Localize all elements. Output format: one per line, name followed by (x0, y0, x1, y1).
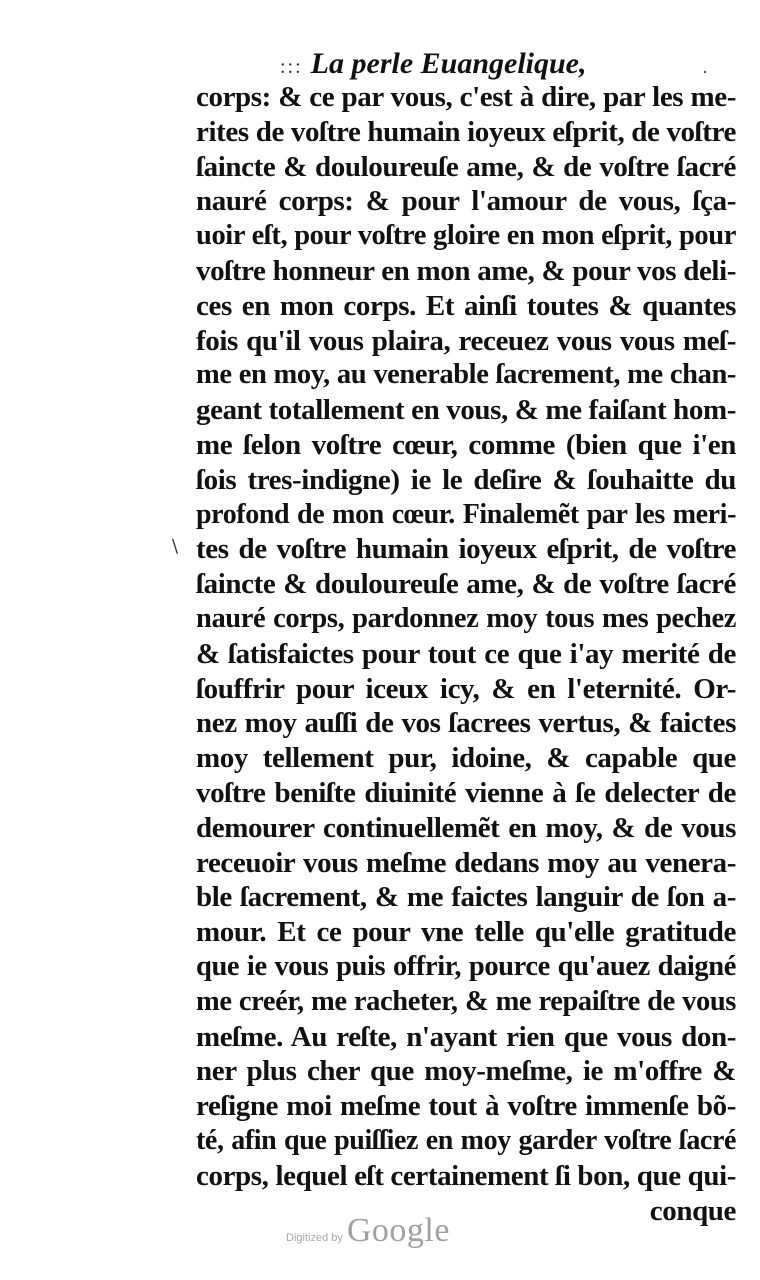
text-line: voſtre honneur en mon ame, & pour vos deli- (196, 254, 736, 287)
text-line: me creér, me racheter, & me repaiſtre de vous (196, 985, 736, 1017)
text-line: me en moy, au venerable ſacrement, me chan- (196, 359, 736, 391)
running-head (280, 44, 720, 84)
text-line: demourer continuellemẽt en moy, & de vous (196, 811, 736, 844)
stray-margin-mark: \ (172, 536, 179, 557)
text-line: reſigne moi meſme tout à voſtre immenſe bõ- (196, 1090, 736, 1123)
body-text (196, 80, 736, 1228)
google-logo: Google (346, 1212, 450, 1249)
text-line: ces en mon corps. Et ainſi toutes & quantes (196, 289, 736, 322)
text-line: que ie vous puis offrir, pource qu'auez daigné (196, 950, 736, 982)
running-head-marks: ::: (280, 56, 303, 78)
text-line: voſtre beniſte diuinité vienne à ſe delecter de (196, 776, 736, 809)
text-line: ble ſacrement, & me faictes languir de ſon a- (196, 881, 736, 914)
text-line: fois qu'il vous plaira, receuez vous vous meſ- (196, 324, 736, 357)
text-line: ſois tres-indigne) ie le deſire & ſouhaitte du (196, 463, 736, 496)
text-line: ſaincte & douloureuſe ame, & de voſtre ſacré (196, 568, 736, 601)
text-line: meſme. Au reſte, n'ayant rien que vous don- (196, 1020, 736, 1053)
corner-mark: · (702, 62, 708, 82)
text-line: profond de mon cœur. Finalemẽt par les meri- (196, 498, 736, 530)
text-line: nez moy auſſi de vos ſacrees vertus, & faictes (196, 707, 736, 740)
text-line: nauré corps: & pour l'amour de vous, ſça- (196, 185, 736, 218)
text-line: té, afin que puiſſiez en moy garder voſtre ſacré (196, 1124, 736, 1156)
text-line: receuoir vous meſme dedans moy au venera- (196, 846, 736, 879)
text-line: & ſatisfaictes pour tout ce que i'ay merité de (196, 637, 736, 670)
text-line: moy tellement pur, idoine, & capable que (196, 742, 736, 775)
text-line: tes de voſtre humain ioyeux eſprit, de voſtre (196, 533, 736, 566)
text-line: uoir eſt, pour voſtre gloire en mon eſprit, pour (196, 220, 736, 252)
text-line: nauré corps, pardonnez moy tous mes pechez (196, 602, 736, 634)
running-head-title: La perle Euangelique, (310, 47, 587, 80)
text-line: mour. Et ce pour vne telle qu'elle gratitude (196, 916, 736, 949)
digitized-by-label: Digitized by (286, 1232, 343, 1244)
text-line: geant totallement en vous, & me faiſant hom- (196, 394, 736, 427)
text-line: corps: & ce par vous, c'est à dire, par les me- (196, 81, 736, 113)
text-line: rites de voſtre humain ioyeux eſprit, de voſtre (196, 115, 736, 148)
text-line: corps, lequel eſt certainement ſi bon, que qui- (196, 1159, 736, 1192)
text-line: ner plus cher que moy-meſme, ie m'offre & (196, 1055, 736, 1088)
digitized-by-watermark (286, 1212, 450, 1252)
text-line: ſaincte & douloureuſe ame, & de voſtre ſacré (196, 150, 736, 183)
text-line: conque (649, 1194, 736, 1227)
text-line: ſouffrir pour iceux icy, & en l'eternité. Or- (196, 672, 736, 705)
text-line: me ſelon voſtre cœur, comme (bien que i'en (196, 428, 736, 461)
